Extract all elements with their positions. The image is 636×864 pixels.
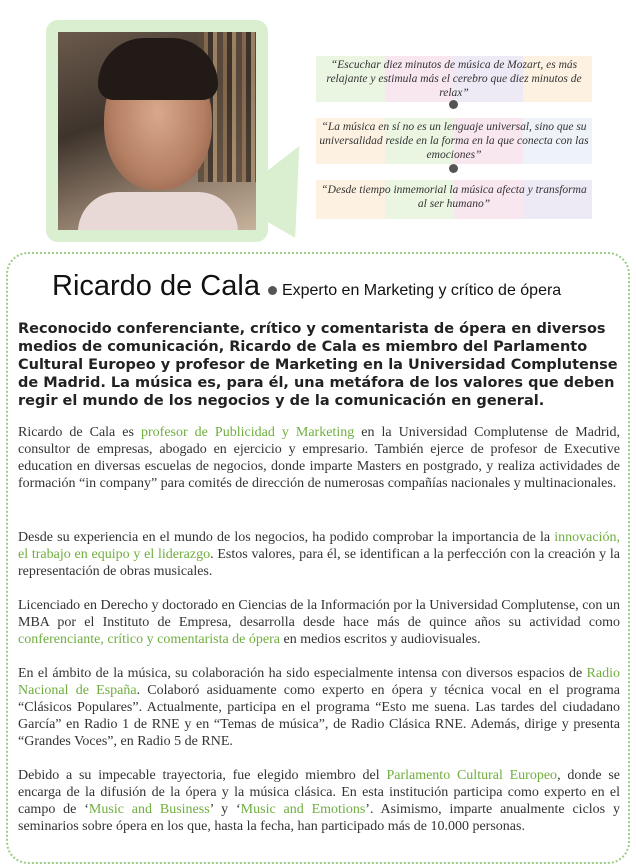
paragraph-5: Debido a su impecable trayectoria, fue elegido miembro del Parlamento Cultural Europeo, donde se encarga de la difusión de la ópera y la música clásica. En esta institución participa como experto en el campo de ‘Music and Business’ y ‘Music and Emotions’. Asimismo, imparte anualmente ciclos y seminarios sobre ópera en los que, hasta la fecha, han participado más de 10.000 personas.: [18, 768, 620, 834]
paragraph-4: En el ámbito de la música, su colaboración ha sido especialmente intensa con diversos espacios de Radio Nacional de España. Colaboró asiduamente como experto en ópera y técnica vocal en el programa “Clásicos Populares”. Actualmente, participa en el programa “Esto me suena. Las tardes del ciudadano García” en Radio 1 de RNE y en “Temas de música”, de Radio Clásica RNE. Además, dirige y presenta “Grandes Voces”, en Radio 5 de RNE.: [18, 666, 620, 749]
quote-separator-dot: [449, 100, 458, 109]
quote-separator-dot: [449, 164, 458, 173]
shirt: [78, 192, 238, 230]
quote-2-text: “La música en sí no es un lenguaje universal, sino que su universalidad reside en la forma en la que conecta con las emociones”: [319, 121, 589, 161]
highlight-link: conferenciante, crítico y comentarista de ópera: [18, 632, 280, 647]
quote-3-text: “Desde tiempo inmemorial la música afecta y transforma al ser humano”: [321, 184, 587, 210]
hair: [98, 38, 218, 100]
highlight-link: Music and Business: [88, 802, 210, 817]
photo-frame: [46, 20, 268, 242]
paragraph-3: Licenciado en Derecho y doctorado en Ciencias de la Información por la Universidad Complutense, con un MBA por el Instituto de Empresa, desarrolla desde hace más de quince años su actividad como conferenciante, crítico y comentarista de ópera en medios escritos y audiovisuales.: [18, 598, 620, 647]
paragraph-2: Desde su experiencia en el mundo de los negocios, ha podido comprobar la importancia de la innovación, el trabajo en equipo y el liderazgo. Estos valores, para él, se identifican a la perfección con la creación y la representación de obras musicales.: [18, 530, 620, 579]
highlight-link: Radio Nacional de España: [18, 666, 620, 698]
title-row: [52, 270, 561, 303]
highlight-link: Parlamento Cultural Europeo: [386, 768, 558, 783]
highlight-link: innovación, el trabajo en equipo y el liderazgo: [18, 530, 620, 562]
highlight-link: Music and Emotions: [240, 802, 366, 817]
paragraph-1: Ricardo de Cala es profesor de Publicidad y Marketing en la Universidad Complutense de Madrid, consultor de empresas, abogado en ejercicio y empresario. También ejerce de profesor de Executive education en diversas escuelas de negocios, donde imparte Masters en postgrado, y realiza actividades de formación “in company” para comités de dirección de numerosas compañías nacionales y multinacionales.: [18, 425, 620, 491]
lead-paragraph: Reconocido conferenciante, crítico y comentarista de ópera en diversos medios de comunicación, Ricardo de Cala es miembro del Parlamento Cultural Europeo y profesor de Marketing en la Universidad Complutense de Madrid. La música es, para él, una metáfora de los valores que deben regir el mundo de los negocios y de la comunicación en general.: [18, 321, 618, 409]
quote-2: [316, 118, 592, 164]
quote-3: [316, 180, 592, 219]
person-name: Ricardo de Cala: [52, 270, 260, 302]
portrait-photo: [58, 32, 256, 230]
quote-1: [316, 56, 592, 102]
highlight-link: profesor de Publicidad y Marketing: [141, 425, 355, 440]
quote-1-text: “Escuchar diez minutos de música de Mozart, es más relajante y estimula más el cerebro que diez minutos de relax”: [326, 59, 582, 99]
title-dot: [268, 286, 277, 295]
person-role: Experto en Marketing y crítico de ópera: [281, 282, 562, 299]
